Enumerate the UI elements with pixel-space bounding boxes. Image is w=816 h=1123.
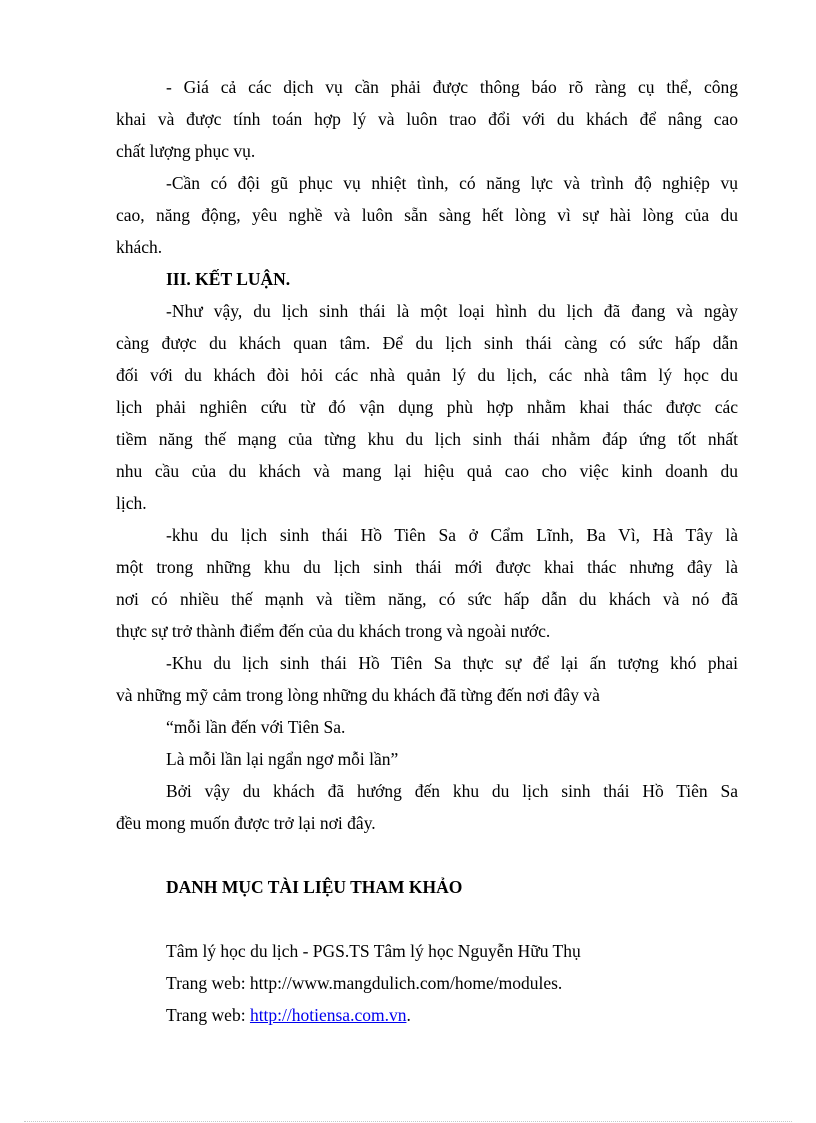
paragraph-line: một trong những khu du lịch sinh thái mới được khai thác nhưng đây là [116,557,738,577]
quote-line: Là mỗi lần lại ngẩn ngơ mỗi lần” [166,749,399,769]
references-heading: DANH MỤC TÀI LIỆU THAM KHẢO [166,877,463,897]
paragraph-line: nơi có nhiều thế mạnh và tiềm năng, có sức hấp dẫn du khách và nó đã [116,589,738,609]
paragraph-line: lịch phải nghiên cứu từ đó vận dụng phù hợp nhằm khai thác được các [116,397,738,417]
paragraph-line: -Cần có đội gũ phục vụ nhiệt tình, có năng lực và trình độ nghiệp vụ [166,173,738,193]
paragraph-line: thực sự trở thành điểm đến của du khách trong và ngoài nước. [116,621,551,641]
paragraph-line: - Giá cả các dịch vụ cần phải được thông báo rõ ràng cụ thể, công [166,77,738,97]
paragraph-line: khai và được tính toán hợp lý và luôn trao đổi với du khách để nâng cao [116,109,738,129]
paragraph-line: -Như vậy, du lịch sinh thái là một loại hình du lịch đã đang và ngày [166,301,738,321]
paragraph-line: và những mỹ cảm trong lòng những du khách đã từng đến nơi đây và [116,685,600,705]
paragraph-line: Bởi vậy du khách đã hướng đến khu du lịch sinh thái Hồ Tiên Sa [166,781,738,801]
reference-item: Trang web: http://www.mangdulich.com/home/modules. [166,973,563,993]
paragraph-line: tiềm năng thế mạng của từng khu du lịch sinh thái nhằm đáp ứng tốt nhất [116,429,738,449]
paragraph-line: đối với du khách đòi hỏi các nhà quản lý du lịch, các nhà tâm lý học du [116,365,738,385]
document-page [116,71,738,1031]
page-bottom-divider [24,1121,792,1122]
spacer [116,839,738,871]
paragraph-line: cao, năng động, yêu nghề và luôn sẵn sàng hết lòng vì sự hài lòng của du [116,205,738,225]
paragraph-line: -Khu du lịch sinh thái Hồ Tiên Sa thực sự để lại ấn tượng khó phai [166,653,738,673]
paragraph-line: nhu cầu của du khách và mang lại hiệu quả cao cho việc kinh doanh du [116,461,738,481]
paragraph-line: càng được du khách quan tâm. Để du lịch sinh thái càng có sức hấp dẫn [116,333,738,353]
reference-link[interactable]: http://hotiensa.com.vn [249,1005,407,1025]
spacer [116,903,738,935]
quote-line: “mỗi lần đến với Tiên Sa. [166,717,346,737]
paragraph-line: -khu du lịch sinh thái Hồ Tiên Sa ở Cẩm Lĩnh, Ba Vì, Hà Tây là [166,525,738,545]
reference-suffix: . [406,1005,411,1025]
reference-item: Tâm lý học du lịch - PGS.TS Tâm lý học Nguyễn Hữu Thụ [166,941,581,961]
section-heading: III. KẾT LUẬN. [166,269,291,289]
paragraph-line: đều mong muốn được trở lại nơi đây. [116,813,376,833]
paragraph-line: lịch. [116,493,147,513]
reference-prefix: Trang web: [166,1005,250,1025]
paragraph-line: khách. [116,237,163,257]
reference-item [116,999,738,1031]
paragraph-line: chất lượng phục vụ. [116,141,256,161]
